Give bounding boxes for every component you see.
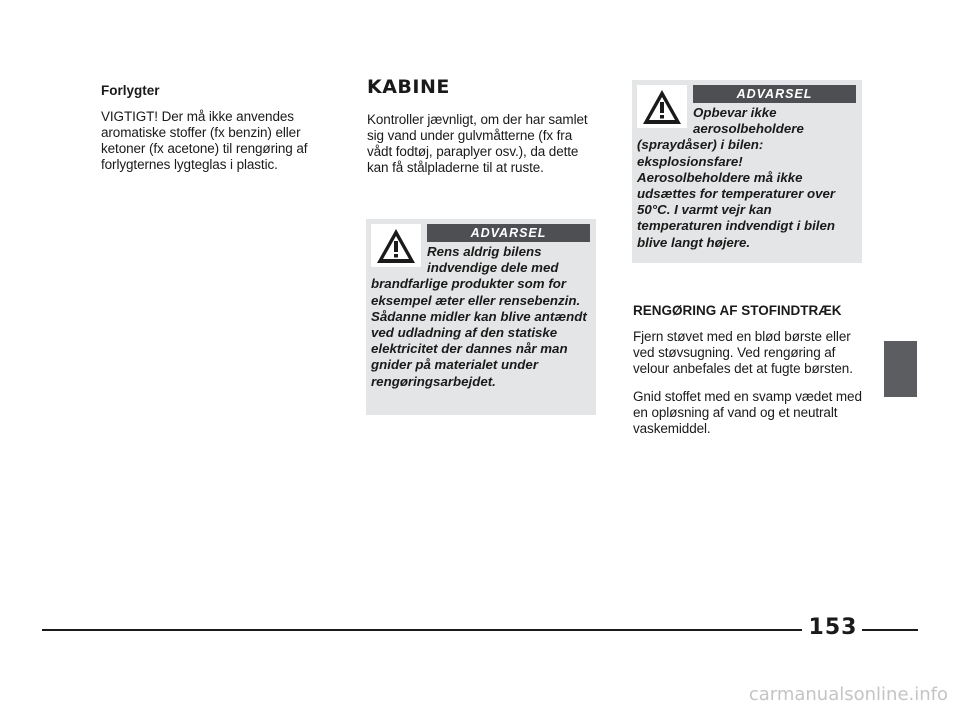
- chapter-tab-marker: [884, 341, 917, 397]
- section-title: KABINE: [367, 76, 450, 98]
- watermark: carmanualsonline.info: [748, 684, 948, 705]
- warning-box: [632, 80, 862, 263]
- warning-text: Rens aldrig bilens indvendige dele med brandfarlige produkter som for eksempel æter eller rensebenzin. Sådanne midler kan blive antændt ved udladning af den statiske elektricitet der dannes når man gnider på materialet under rengøringsarbejdet.: [371, 244, 587, 389]
- warning-triangle-icon: [371, 224, 421, 267]
- warning-header: ADVARSEL: [693, 85, 856, 103]
- column-forlygter: [101, 83, 333, 185]
- paragraph: VIGTIGT! Der må ikke anvendes aromatiske stoffer (fx benzin) eller ketoner (fx acetone) til rengøring af forlygternes lygteglas i plastic.: [101, 109, 308, 173]
- paragraph: Kontroller jævnligt, om der har samlet sig vand under gulvmåtterne (fx fra vådt fodtøj, paraplyer osv.), da dette kan få stålpladerne til at ruste.: [367, 112, 588, 175]
- section-subheading: RENGØRING AF STOFINDTRÆK: [633, 303, 842, 318]
- page-number: 153: [808, 615, 858, 640]
- footer-rule: [862, 629, 918, 631]
- column-rengoring: [633, 302, 865, 449]
- paragraph: Gnid stoffet med en svamp vædet med en opløsning af vand og et neutralt vaskemiddel.: [633, 389, 862, 436]
- footer-rule: [42, 629, 802, 631]
- warning-triangle-icon: [637, 85, 687, 128]
- column-kabine: [367, 76, 599, 188]
- warning-box: [366, 219, 596, 415]
- warning-header: ADVARSEL: [427, 224, 590, 242]
- warning-text: Opbevar ikke aerosolbeholdere (spraydåser) i bilen: eksplosionsfare! Aerosolbeholdere må ikke udsættes for temperaturer over 50°C. I varmt vejr kan temperaturen indvendigt i bilen blive langt højere.: [637, 105, 836, 250]
- paragraph: Fjern støvet med en blød børste eller ved støvsugning. Ved rengøring af velour anbefales det at fugte børsten.: [633, 329, 853, 376]
- section-subheading: Forlygter: [101, 83, 160, 98]
